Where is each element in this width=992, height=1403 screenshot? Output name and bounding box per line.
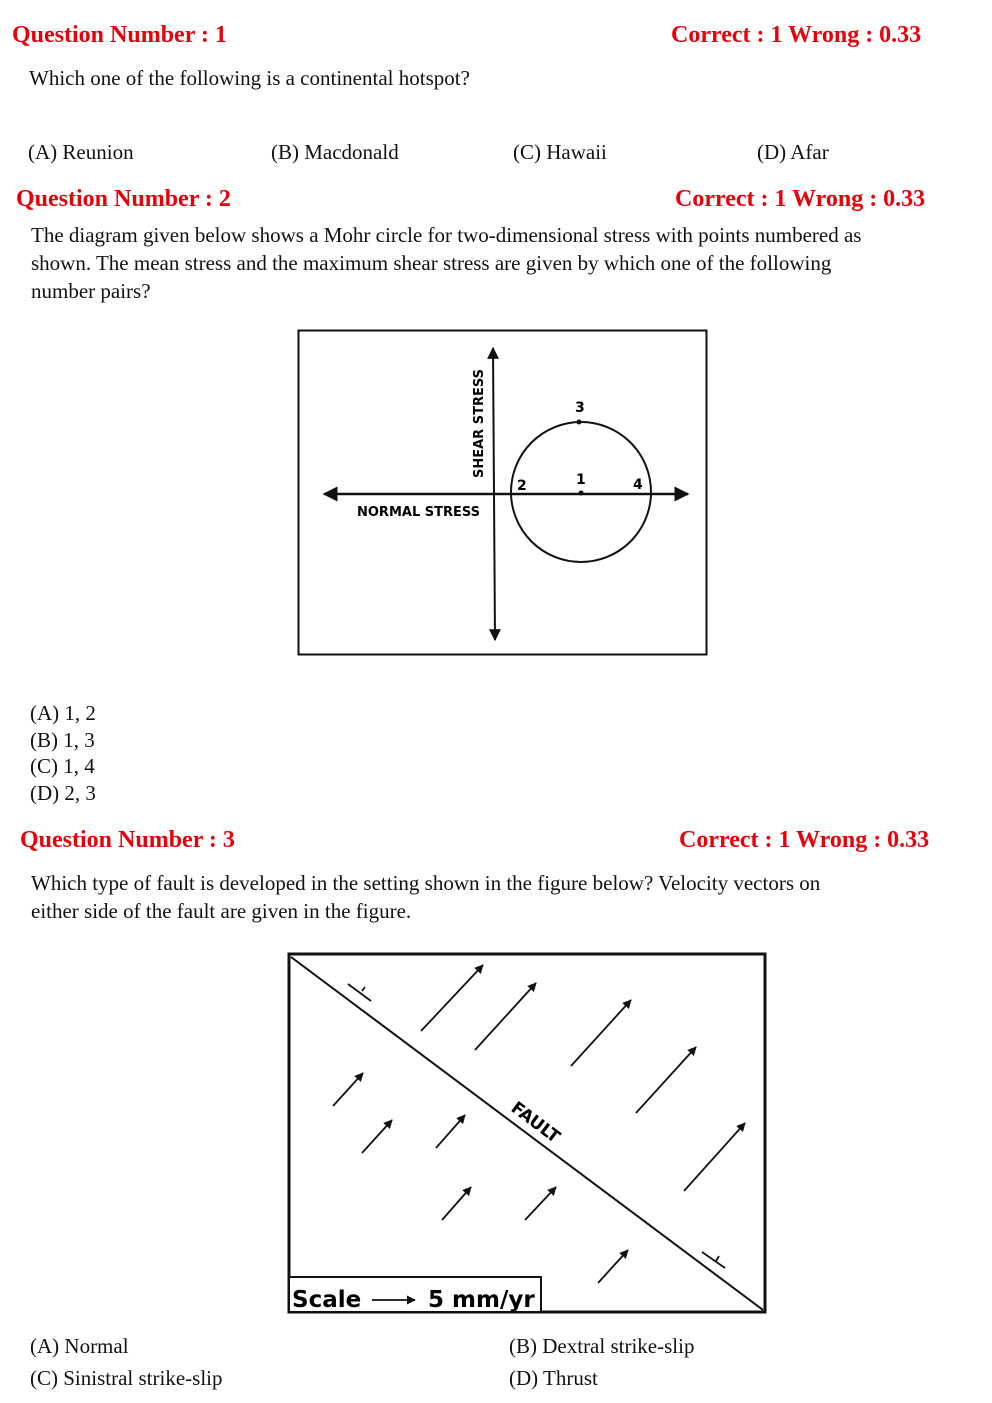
question-3-option-d[interactable]: (D) Thrust xyxy=(509,1366,598,1390)
velocity-vector xyxy=(436,1115,465,1148)
shear-stress-label: SHEAR STRESS xyxy=(472,369,487,478)
question-2-header: Question Number : 2 xyxy=(16,186,231,212)
question-1-option-c[interactable]: (C) Hawaii xyxy=(513,140,607,164)
question-1-option-a[interactable]: (A) Reunion xyxy=(28,140,134,164)
velocity-vector xyxy=(571,1000,631,1066)
question-1-text: Which one of the following is a continental hotspot? xyxy=(29,66,470,90)
velocity-vector xyxy=(362,1120,392,1153)
velocity-vector xyxy=(636,1047,696,1113)
question-2-option-d[interactable]: (D) 2, 3 xyxy=(30,781,96,805)
point-1-marker xyxy=(579,491,584,496)
fault-figure xyxy=(289,954,765,1313)
figure-frame xyxy=(299,331,707,655)
question-2-marks: Correct : 1 Wrong : 0.33 xyxy=(675,186,926,212)
question-1-header: Question Number : 1 xyxy=(12,22,227,48)
shear-stress-axis xyxy=(493,348,495,640)
question-1-option-b[interactable]: (B) Macdonald xyxy=(271,140,399,164)
question-3-option-a[interactable]: (A) Normal xyxy=(30,1334,129,1358)
question-1-option-d[interactable]: (D) Afar xyxy=(757,140,829,164)
question-2-text-line: shown. The mean stress and the maximum shear stress are given by which one of the following xyxy=(31,251,832,275)
point-3-label: 3 xyxy=(575,400,585,416)
question-3-text-line: either side of the fault are given in the figure. xyxy=(31,899,412,923)
question-3-text-line: Which type of fault is developed in the setting shown in the figure below? Velocity vectors on xyxy=(31,871,821,895)
mohr-circle-figure xyxy=(299,331,707,655)
question-3-option-b[interactable]: (B) Dextral strike-slip xyxy=(509,1334,695,1358)
velocity-vector xyxy=(525,1187,556,1220)
normal-stress-label: NORMAL STRESS xyxy=(357,505,481,520)
question-3-header: Question Number : 3 xyxy=(20,827,235,853)
velocity-vector xyxy=(442,1187,471,1220)
question-3-option-c[interactable]: (C) Sinistral strike-slip xyxy=(30,1366,223,1390)
question-2-text-line: The diagram given below shows a Mohr circle for two-dimensional stress with points numbered as xyxy=(31,223,862,247)
point-3-marker xyxy=(577,420,582,425)
scale-value: 5 mm/yr xyxy=(428,1287,535,1313)
question-2-option-c[interactable]: (C) 1, 4 xyxy=(30,754,95,778)
velocity-vector xyxy=(333,1073,363,1106)
velocity-vector xyxy=(684,1123,745,1191)
point-2-label: 2 xyxy=(517,478,527,494)
point-1-label: 1 xyxy=(576,472,586,488)
question-2-option-b[interactable]: (B) 1, 3 xyxy=(30,728,95,752)
fault-label: FAULT xyxy=(506,1098,564,1148)
velocity-vector xyxy=(421,965,483,1031)
scale-label: Scale xyxy=(292,1287,362,1313)
point-4-label: 4 xyxy=(633,477,643,493)
question-1-marks: Correct : 1 Wrong : 0.33 xyxy=(671,22,922,48)
question-2-text-line: number pairs? xyxy=(31,279,151,303)
question-3-marks: Correct : 1 Wrong : 0.33 xyxy=(679,827,930,853)
question-2-option-a[interactable]: (A) 1, 2 xyxy=(30,701,96,725)
fault-line xyxy=(291,957,763,1310)
velocity-vector xyxy=(598,1250,628,1283)
question-3-text xyxy=(31,869,820,925)
velocity-vector xyxy=(475,983,536,1050)
